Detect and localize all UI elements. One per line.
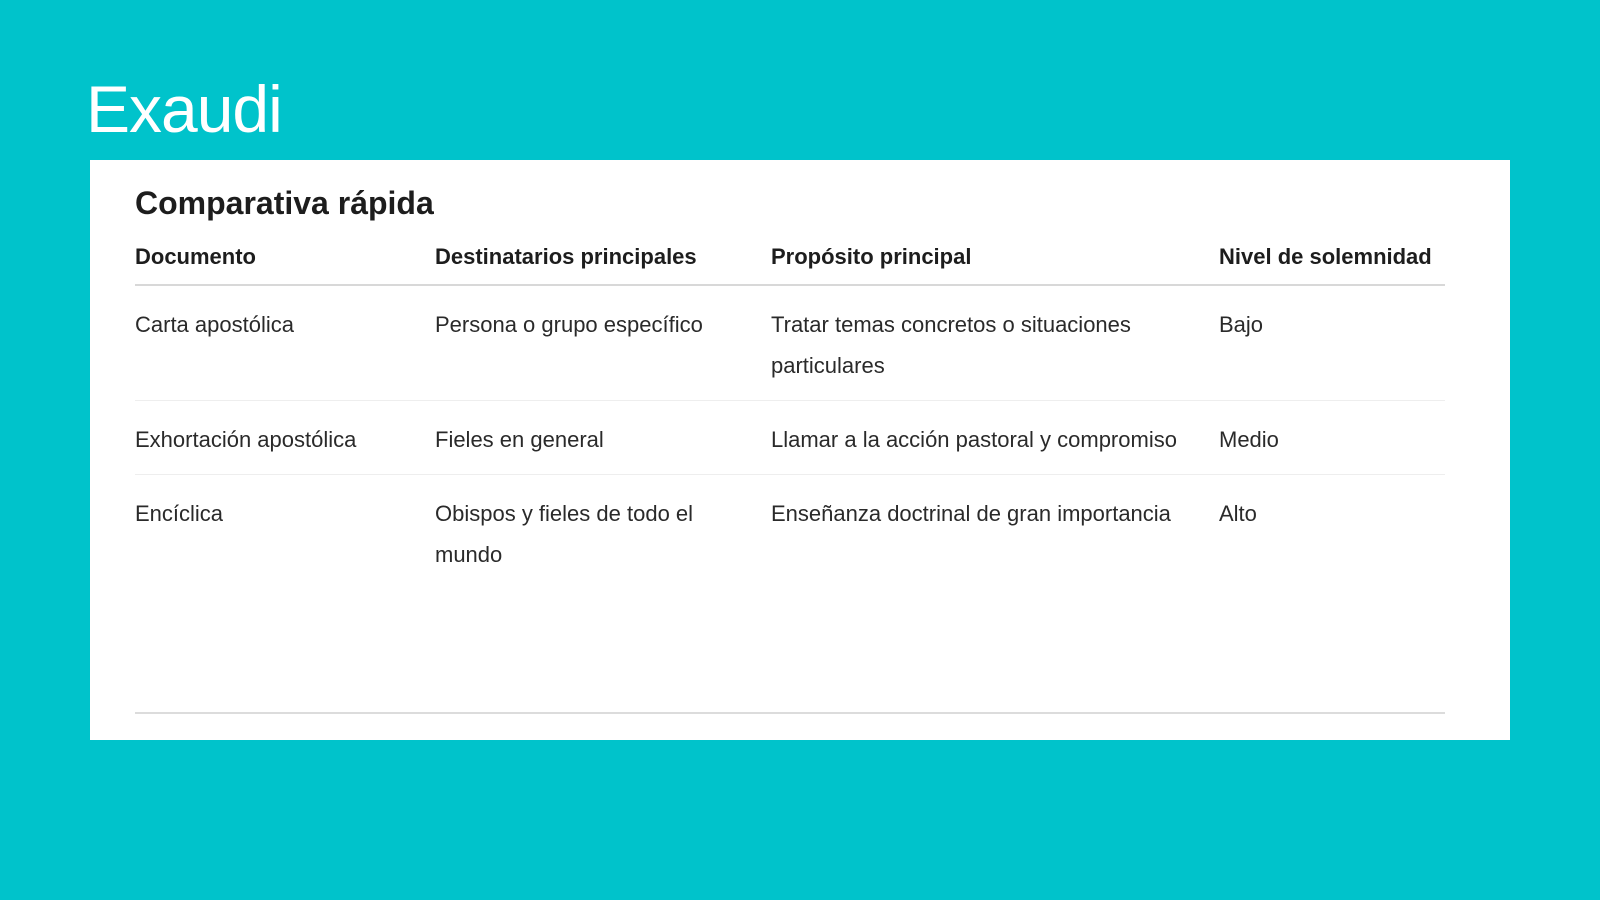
column-header-documento: Documento [135, 244, 435, 285]
site-logo-text[interactable]: Exaudi [86, 72, 282, 146]
card-title: Comparativa rápida [135, 185, 434, 221]
comparison-table [135, 244, 1445, 589]
table-row [135, 285, 1445, 401]
table-cell: Encíclica [135, 501, 224, 527]
table-cell: Enseñanza doctrinal de gran importancia [771, 501, 1171, 527]
table-cell: Llamar a la acción pastoral y compromiso [771, 401, 1219, 475]
table-row [135, 475, 1445, 590]
comparison-card [90, 160, 1510, 740]
table-cell: Persona o grupo específico [435, 285, 771, 401]
table-cell: Exhortación apostólica [135, 401, 435, 475]
table-cell: Tratar temas concretos o situaciones particulares [771, 285, 1219, 401]
table-cell: Medio [1219, 401, 1445, 475]
column-header-destinatarios: Destinatarios principales [435, 244, 771, 285]
column-header-proposito: Propósito principal [771, 244, 1219, 285]
table-row [135, 401, 1445, 475]
table-cell: Fieles en general [435, 401, 771, 475]
table-bottom-divider [135, 712, 1445, 714]
table-header-row [135, 244, 1445, 285]
table-cell: Obispos y fieles de todo el mundo [435, 501, 694, 568]
table-cell: Bajo [1219, 285, 1445, 401]
table-cell: Carta apostólica [135, 285, 435, 401]
column-header-solemnidad: Nivel de solemnidad [1219, 244, 1445, 285]
table-cell: Alto [1219, 501, 1257, 527]
